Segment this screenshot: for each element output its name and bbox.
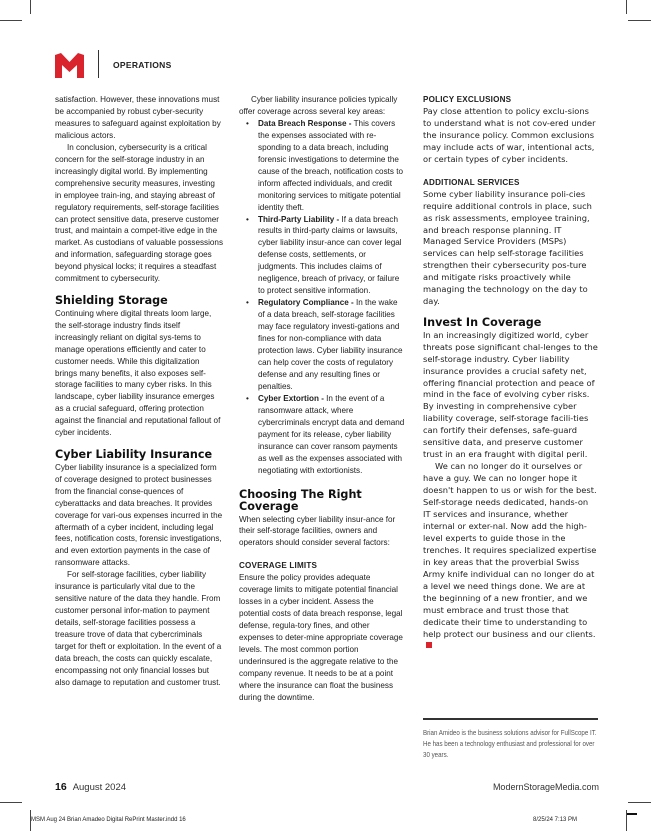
list-item-text: In the event of a ransomware attack, where cybercriminals encrypt data and demand payment for its release, cyber liability insurance can cover ransom payments as well as the expenses associated with negotiating with extortionists. <box>258 393 405 475</box>
crop-mark <box>628 802 651 803</box>
section-label: OPERATIONS <box>113 60 172 70</box>
crop-mark <box>627 813 637 815</box>
list-item <box>239 297 406 393</box>
paragraph: satisfaction. However, these innovations must be accompanied by robust cyber-security measures to safeguard against exploitation by malicious actors. <box>55 95 221 140</box>
article-column-2 <box>239 94 406 704</box>
paragraph: In conclusion, cybersecurity is a critical concern for the self-storage industry in an increasingly digital world. By implementing comprehensive security measures, investing in employee train-ing, and staying abreast of regulatory requirements, self-storage facilities can protect sensitive data, preserve customer trust, and maintain a compet-itive edge in the market. As custodians of valuable possessions and information, safeguarding storage goes beyond physical locks; it requires a steadfast commitment to cybersecurity. <box>55 142 224 284</box>
paragraph: Cyber liability insurance policies typically offer coverage across several key areas: <box>239 95 398 116</box>
paragraph: For self-storage facilities, cyber liability insurance is particularly vital due to the sensitive nature of the data they handle. From customer personal infor-mation to payment details, self-storage facilities possess a treasure trove of data that cybercriminals target for theft or exploitation. In the event of a data breach, the costs can quickly escalate, encompassing not only financial losses but also damage to reputation and customer trust. <box>55 570 222 687</box>
paragraph: Cyber liability insurance is a specialized form of coverage designed to protect businesses from the financial conse-quences of cyberattacks and data breaches. It provides coverage for vari-ous expenses incurred in the aftermath of a cyber incident, including legal fees, notification costs, forensic investigations, and even extortion payments in the case of ransomware attacks. <box>55 462 223 568</box>
list-item-text: In the wake of a data breach, self-storage facilities may face regulatory investi-gations and fines for non-compliance with data protection laws. Cyber liability insurance can help cover the costs of regulatory defense and any resulting fines or penalties. <box>258 298 403 391</box>
list-item-title: Data Breach Response - <box>258 118 352 128</box>
list-item-title: Regulatory Compliance - <box>258 298 354 308</box>
msm-logo-icon <box>55 53 84 78</box>
closing-text: We can no longer do it ourselves or have a guy. We can no longer hope it doesn't happen to us or wish for the best. Self-storage needs dedicated, hands-on IT services and insurance, whether internal or exter-nal. Now add the high-level experts to guide those in the trenches. It requires specialized expertise in key areas that the proverbial Swiss Army knife individual can no longer do at a level we need things done. We are at the beginning of a new frontier, and we must embrace and trust those that dedicate their time to understanding to help protect our business and our clients. <box>423 461 597 639</box>
subheading-shielding-storage: Shielding Storage <box>55 294 168 308</box>
crop-mark <box>0 802 22 803</box>
list-item-title: Third-Party Liability - <box>258 214 340 224</box>
paragraph: Ensure the policy provides adequate coverage limits to mitigate potential financial losses in a cyber incident. Assess the potential costs of data breach response, legal defense, regula-tory fines, and other expenses to deter-mine appropriate coverage levels. The most common portion underinsured is the aggregate relative to the company revenue. It needs to be at a point where the insurance can float the business during the downtime. <box>239 573 403 702</box>
website-url: ModernStorageMedia.com <box>492 782 599 792</box>
subheading-policy-exclusions: POLICY EXCLUSIONS <box>423 95 512 104</box>
list-item-text: If a data breach results in third-party claims or lawsuits, cyber liability insur-ance can cover legal defense costs, settlements, or judgments. This includes claims of negligence, breach of privacy, or failure to protect sensitive information. <box>258 214 402 296</box>
header-divider <box>98 50 99 78</box>
list-item-text: This covers the expenses associated with re-sponding to a data breach, including forensic investigations to determine the cause of the breach, notification costs to inform affected individuals, and credit monitoring services to mitigate potential identity theft. <box>258 118 403 212</box>
paragraph <box>423 461 598 652</box>
paragraph: Pay close attention to policy exclu-sions to understand what is not cov-ered under the insurance policy. Common exclusions may include acts of war, intentional acts, or certain types of cyber incidents. <box>423 105 596 164</box>
list-item-title: Cyber Extortion - <box>258 393 324 403</box>
subheading-additional-services: ADDITIONAL SERVICES <box>423 177 520 187</box>
list-item <box>239 393 406 477</box>
crop-mark <box>0 20 22 21</box>
end-of-article-mark <box>426 642 432 648</box>
issue-date: August 2024 <box>72 782 127 793</box>
subheading-coverage-limits: COVERAGE LIMITS <box>239 561 318 571</box>
print-slug-date: 8/25/24 7:13 PM <box>533 817 578 823</box>
bio-divider <box>423 718 598 720</box>
page-number: 16 <box>55 781 67 793</box>
coverage-list <box>239 118 406 477</box>
crop-mark <box>626 0 627 14</box>
article-column-3 <box>423 94 598 652</box>
author-bio: Brian Amideo is the business solutions advisor for FullScope IT. He has been a technology enthusiast and professional for over 30 years. <box>423 728 597 760</box>
article-column-1 <box>55 94 223 689</box>
crop-mark <box>30 0 31 14</box>
paragraph: Some cyber liability insurance poli-cies require additional controls in place, such as risk assessments, employee training, and breach response planning. IT Managed Service Providers (MSPs) services can help self-storage facilities strengthen their cybersecurity pos-ture and mitigate risks proactively while managing the technology on the day to day. <box>423 188 592 307</box>
list-item <box>239 214 406 298</box>
print-slug: MSM Aug 24 Brian Amadeo Digital RePrint Master.indd 16 <box>31 817 186 823</box>
crop-mark <box>628 20 651 21</box>
subheading-invest-in-coverage: Invest In Coverage <box>423 316 542 330</box>
list-item <box>239 118 406 214</box>
page-folio <box>55 781 126 793</box>
paragraph: In an increasingly digitized world, cyber threats pose significant chal-lenges to the self-storage industry. Cyber liability insurance provides a crucial safety net, offering financial protection and peace of mind in the face of evolving cyber risks. By investing in comprehensive cyber liability coverage, self-storage facili-ties can fortify their defenses, safe-guard sensitive data, and preserve customer trust in an era fraught with digital peril. <box>423 329 598 460</box>
subheading-choosing-coverage: Choosing The Right Coverage <box>239 487 362 513</box>
paragraph: Continuing where digital threats loom large, the self-storage industry finds itself increasingly reliant on digital sys-tems to manage operations efficiently and cater to customer needs. While this digitalization brings many benefits, it also exposes self-storage facilities to many cyber risks. In this landscape, cyber liability insurance emerges as a crucial safeguard, offering protection against the financial and reputational fallout of cyber incidents. <box>55 308 221 438</box>
paragraph: When selecting cyber liability insur-ance for their self-storage facilities, owners and operators should consider several factors: <box>239 514 396 548</box>
subheading-cyber-liability: Cyber Liability Insurance <box>55 448 213 462</box>
